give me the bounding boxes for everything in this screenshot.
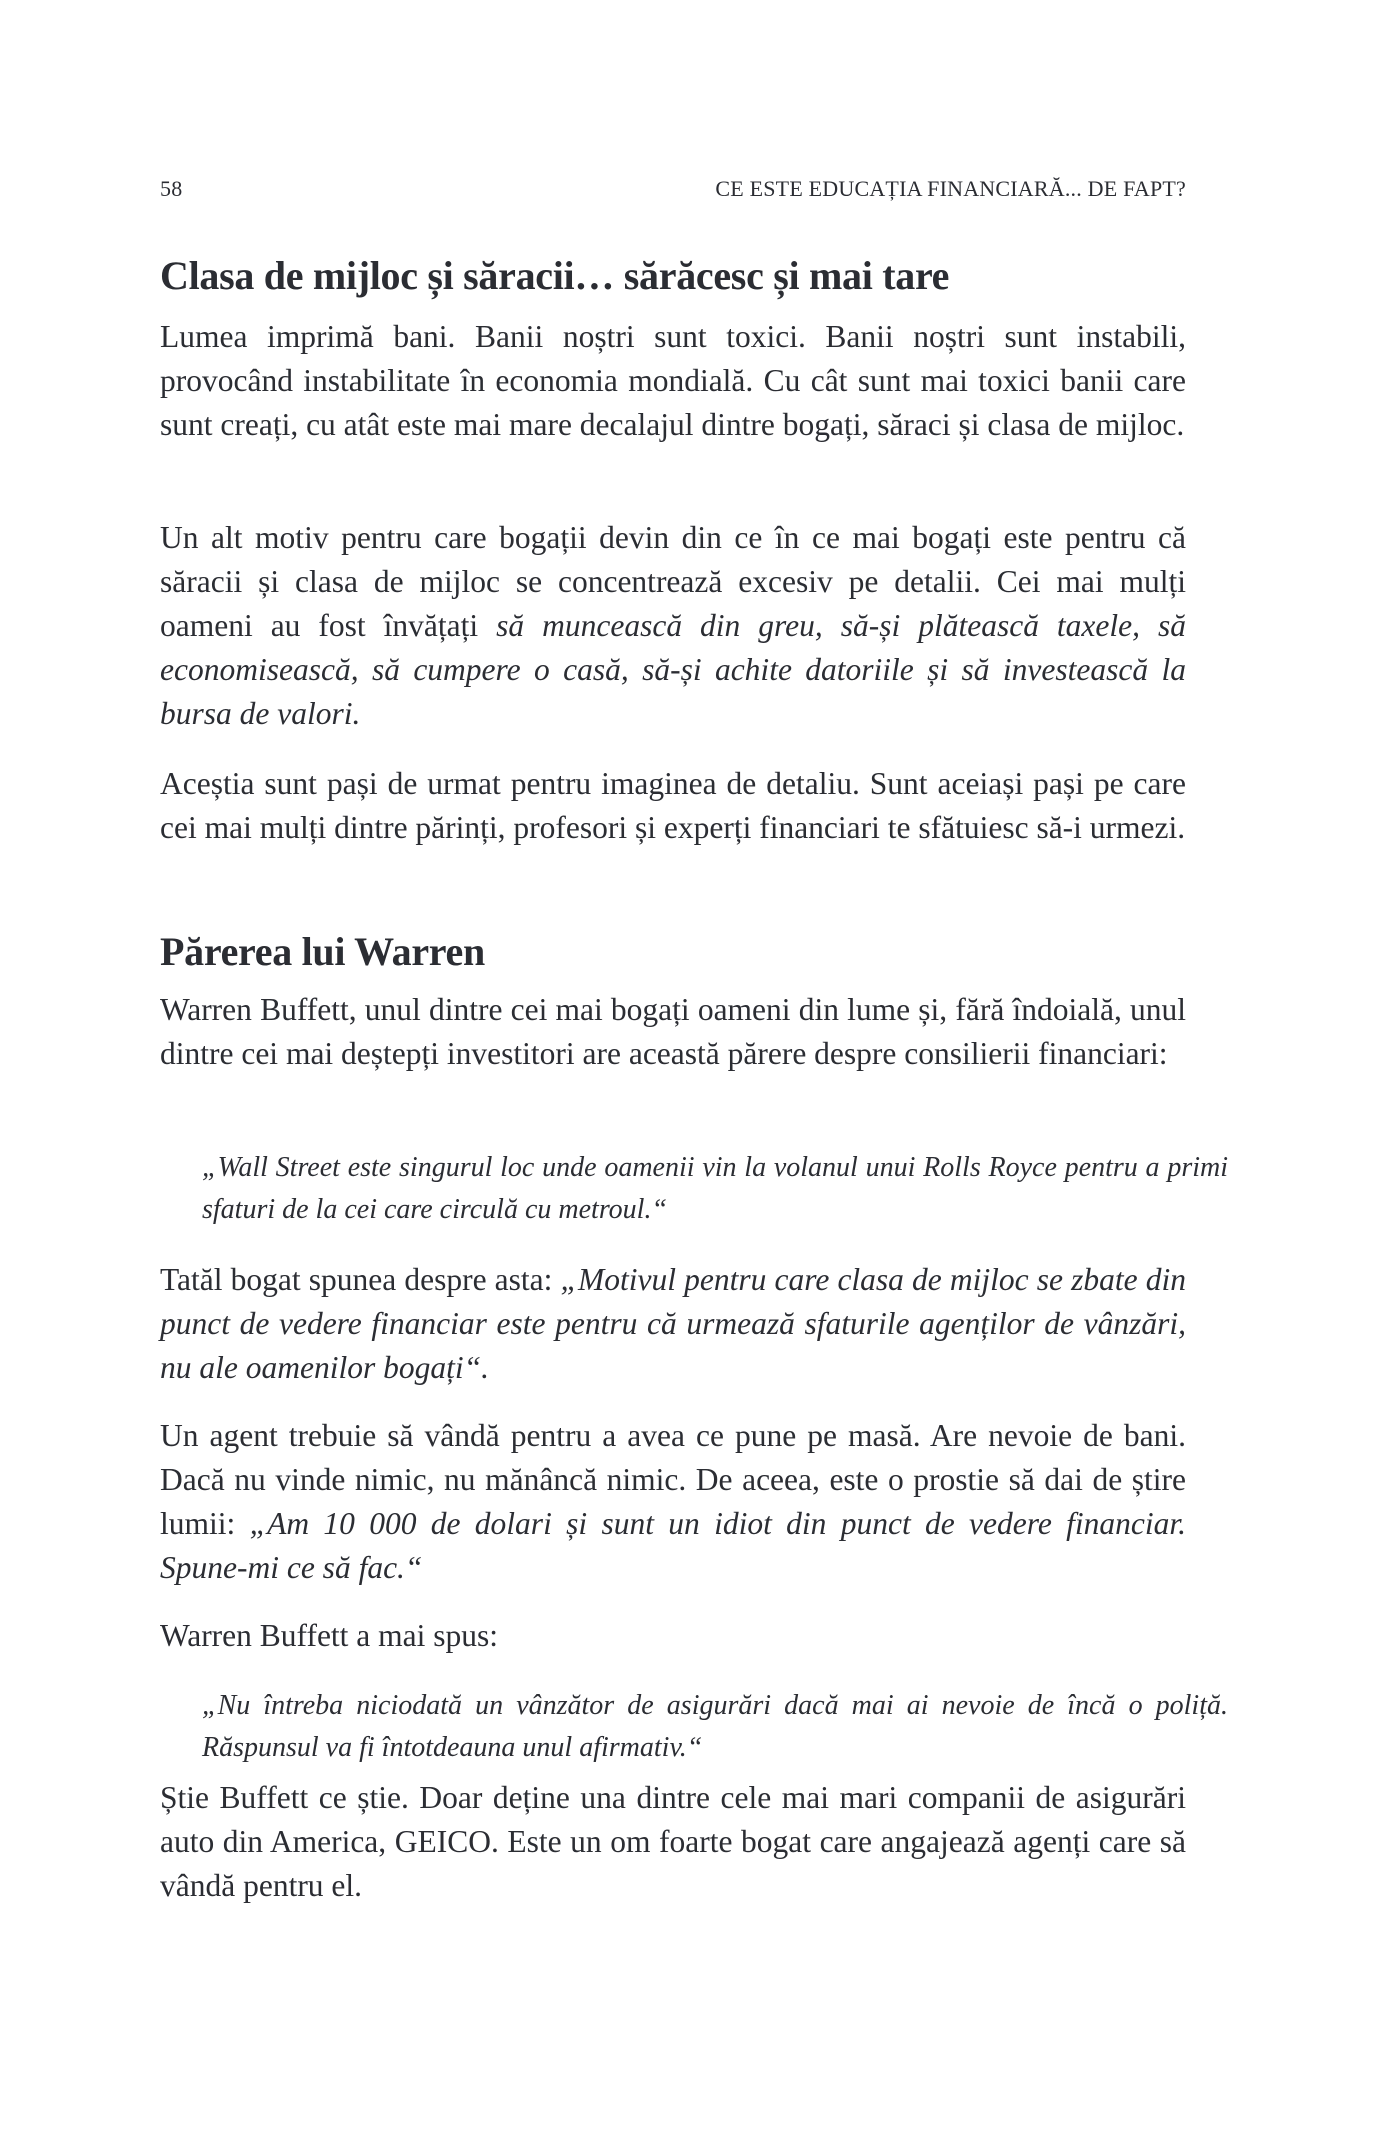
paragraph: Aceștia sunt pași de urmat pentru imaginea de detaliu. Sunt aceiași pași pe care cei mai mulți dintre părinți, profesori și experți financiari te sfătuiesc să-i urmezi. xyxy=(160,766,1186,845)
paragraph: Warren Buffett, unul dintre cei mai bogați oameni din lume și, fără îndoială, unul dintre cei mai deștepți investitori are această părere despre consilierii financiari: xyxy=(160,992,1186,1071)
block-quote: „Wall Street este singurul loc unde oamenii vin la volanul unui Rolls Royce pentru a primi sfaturi de la cei care circulă cu metroul.“ xyxy=(202,1152,1228,1225)
chapter-title: CE ESTE EDUCAȚIA FINANCIARĂ... DE FAPT? xyxy=(715,176,1186,201)
section-heading-2: Părerea lui Warren xyxy=(160,929,485,974)
paragraph-italic-text: „Am 10 000 de dolari și sunt un idiot din punct de vedere financiar. Spune-mi ce să fac.“ xyxy=(160,1506,1186,1585)
paragraph: Warren Buffett a mai spus: xyxy=(160,1618,499,1653)
paragraph-text: Tatăl bogat spunea despre asta: xyxy=(160,1262,561,1297)
block-quote: „Nu întreba niciodată un vânzător de asigurări dacă mai ai nevoie de încă o poliță. Răspunsul va fi întotdeauna unul afirmativ.“ xyxy=(202,1690,1228,1763)
paragraph xyxy=(160,1258,1186,1390)
paragraph-text: Un agent trebuie să vândă pentru a avea ce pune pe masă. Are nevoie de bani. Dacă nu vinde nimic, nu mănâncă nimic. De aceea, este o prostie să dai de știre lumii: xyxy=(160,1418,1186,1541)
paragraph: Știe Buffett ce știe. Doar deține una dintre cele mai mari companii de asigurări auto din America, GEICO. Este un om foarte bogat care angajează agenți care să vândă pentru el. xyxy=(160,1780,1186,1903)
running-head xyxy=(160,176,1186,202)
paragraph: Lumea imprimă bani. Banii noștri sunt toxici. Banii noștri sunt instabili, provocând instabilitate în economia mondială. Cu cât sunt mai toxici banii care sunt creați, cu atât este mai mare decalajul dintre bogați, săraci și clasa de mijloc. xyxy=(160,319,1186,442)
page-number: 58 xyxy=(160,176,183,201)
paragraph-text: Un alt motiv pentru care bogații devin din ce în ce mai bogați este pentru că săracii și clasa de mijloc se concentrează excesiv pe detalii. Cei mai mulți oameni au fost învățați xyxy=(160,520,1186,643)
paragraph xyxy=(160,1414,1186,1590)
paragraph xyxy=(160,516,1186,736)
paragraph-italic-text: să muncească din greu, să-și plătească taxele, să economisească, să cumpere o casă, să-și achite datoriile și să investească la bursa de valori. xyxy=(160,608,1186,731)
section-heading-1: Clasa de mijloc și săracii… sărăcesc și mai tare xyxy=(160,253,950,298)
paragraph-italic-text: „Motivul pentru care clasa de mijloc se zbate din punct de vedere financiar este pentru că urmează sfaturile agenților de vânzări, nu ale oamenilor bogați“. xyxy=(160,1262,1187,1385)
